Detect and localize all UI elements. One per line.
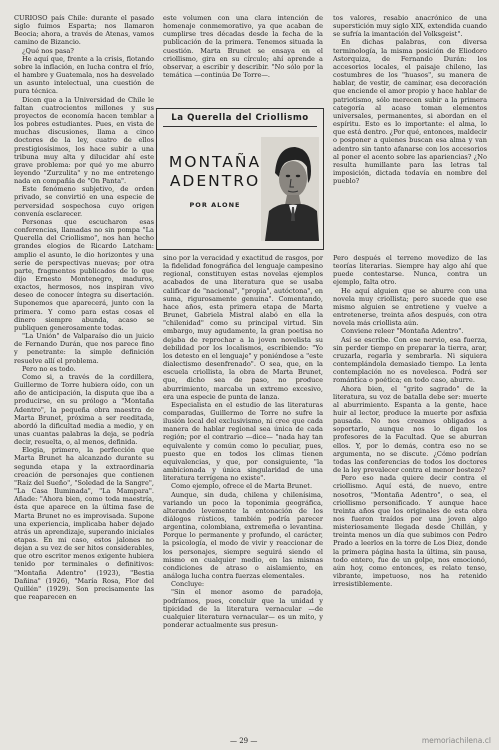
- byline: POR ALONE: [189, 201, 241, 209]
- paragraph: CURIOSO país Chile: durante el pasado siglo fuimos Esparta; nos llamaron Beocia; ahora, a través de Atenas, vamos camino de Bizancio.: [14, 14, 154, 47]
- paragraph: "Sin el menor asomo de paradoja, podríamos, pues, concluir que la unidad y tipicidad de la literatura vernacular —de cualquier literatura vernacular— es un mito, y ponderar actualmente sus presun-: [163, 588, 323, 630]
- text-column-3: [333, 254, 487, 588]
- paragraph: Como ejemplo, ofrece el de Marta Brunet.: [171, 482, 313, 491]
- paragraph: Pero eso nada quiere decir contra el criollismo. Aquí está, de nuevo, entre nosotros, "Montaña Adentro", o sea, el criollismo personificado. Y aunque hace treinta años que los originales de esta obra nos fueron traídos por una joven algo misteriosamente llegada desde Chillán, y treinta menos un día que subimos con Pedro Prado a leerlos en la torre de Los Diez, donde la primera página hasta la última, sin pausa, todo entero, fue de un golpe, nos emocionó, aún hoy, como entonces, es relato tenso, vibrante, impetuoso, nos ha retenido irresistiblemente.: [333, 474, 487, 589]
- paragraph: "La Unión" de Valparaíso dio un juicio de Fernando Durán, que nos parece fino y penetrante: la simple definición resuelve allí el problema.: [14, 332, 154, 365]
- paragraph: He aquí alguien que se aburre con una novela muy criollista; pero sucede que ese mismo alguien se entretiene y vuelve a entretenerse, treinta años después, con otra novela más criollista aún.: [333, 286, 487, 328]
- paragraph: Concluye:: [171, 580, 205, 589]
- page-number: — 29 —: [230, 737, 258, 745]
- paragraph: Aunque, sin duda, chilena y chilenísima, variando un poco la toponimia geográfica, alterando levemente la entonación de los diálogos rústicos, también podría parecer argentina, colombiana, extremeña o levantina. Porque lo permanente y profundo, el carácter, la psicología, el modo de vivir y reaccionar de los personajes, siempre seguirá siendo el mismo en cualquier medio, en las mismas condiciones de atraso o aislamiento, en análoga lucha contra fuerzas elementales.: [163, 490, 323, 581]
- section-title: La Querella del Criollismo: [163, 113, 317, 127]
- paragraph: este volumen con una clara intención de homenaje conmemorativo, ya que acaban de cumplirse tres décadas desde la fecha de la publicación de la primera. Tenemos situada la cuestión. Marta Brunet se ensaya en el criollismo, gira en su círculo; ahí aprende a observar, a escribir y describir. "No sólo por la temática —continúa De Torre—.: [163, 14, 323, 80]
- article-title-line-2: ADENTRO: [169, 172, 261, 190]
- paragraph: En dichas palabras, con diversa terminología, la misma posición de Eliodoro Astorquiza, de Fernando Durán: los accesorios locales, el paisaje chileno, las costumbres de los "huasos", su manera de hablar, de vestir, de caminar, esa decoración que enciende el amor propio y hace hablar de patriotismo, sólo merecen subir a la primera categoría al acaso toman elementos universales, permanentes, si abordan en el espíritu. Esto es lo importante: el alma, lo que está dentro. ¿Por qué, entonces, maldecir o posponer a quienes buscan esa alma y van adentro sin tanto afanarse con los accesorios al poner el acento sobre las apariencias? ¿No resulta humillante para las letras tal imposición, dictada todavía en nombre del pueblo?: [333, 38, 487, 186]
- paragraph: He aquí que, frente a la crisis, flotando sobre la inflación, en lucha contra el frío, el hambre y Guatemala, nos ha desvelado un asunto intelectual, una cuestión de pura técnica.: [14, 54, 154, 96]
- paragraph: Elogia, primero, la perfección que Marta Brunet ha alcanzado durante su segunda etapa y la extraordinaria creación de personajes que contienen "Raíz del Sueño", "Soledad de la Sangre", "La Casa Iluminada", "La Mampara". Añade: "Ahora bien, como toda maestría, ésta que aparece en la última fase de Marta Brunet no es improvisada. Supone una experiencia, implicaba haber dejado atrás un aprendizaje, superando iniciales etapas. En mi caso, estos jalones no dejan a su vez de ser hitos considerables, que otro escritor menos exigente hubiera tenido por terminales o definitivos: "Montaña Adentro" (1923), "Bestia Dañina" (1926), "María Rosa, Flor del Quillén" (1929). Son precisamente las que reaparecen en: [14, 446, 154, 602]
- paragraph: Dicen que a la Universidad de Chile le faltan cuatrocientos millones y sus proyectos de economía hacen temblar a los pobres estudiantes. Pues, en vista de muchas discusiones, llama a cinco doctores de la ley, cuatro de ellos prestigiosísimos, los hace subir a una tribuna muy alta y dilucidar ahí este grave problema: por qué yo me aburro leyendo "Zurzulita" y no me entretengo nada en compañía de "On Panta".: [14, 95, 154, 186]
- article-title: [165, 153, 265, 191]
- text-column-1: [14, 14, 154, 601]
- paragraph: ¿Qué nos pasa?: [22, 46, 74, 55]
- text-column-3-top: [333, 14, 487, 185]
- paragraph: Conviene releer "Montaña Adentro".: [341, 327, 464, 336]
- paragraph: Así se escribe. Con ese nervio, esa fuerza, sin perder tiempo en preparar la tierra, arar, cruzarla, regarla y sembrarla. Ni siquiera contemplándola demasiado tiempo. La lenta contemplación no es novelesca. Podrá ser romántica o poética; en todo caso, aburre.: [333, 335, 487, 385]
- paragraph: Ahora bien, el "grito sagrado" de la literatura, su voz de batalla debe ser: muerte al aburrimiento. Espanta a la gente, hace huir al lector, produce la muerte por asfixia pausada. No nos creamos obligados a soportarlo, aunque nos lo digan los profesores de la Facultad. Que se aburran ellos. Y, por lo demás, contra eso no se argumenta, no se discute. ¿Cómo podrían todas las conferencias de todos los doctores de la ley prevalecer contra el menor bostezo?: [333, 384, 487, 475]
- paragraph: Este fenómeno subjetivo, de orden privado, se convirtió en una especie de perversidad sospechosa cuyo origen convenía esclarecer.: [14, 185, 154, 218]
- paragraph: Pero después el terreno movedizo de las teorías literarias. Siempre hay algo ahí que puede contestarse. Nunca, contra un ejemplo, falta otro.: [333, 254, 487, 287]
- text-column-2-top: [163, 14, 323, 79]
- text-column-2: [163, 254, 323, 629]
- article-title-box: [156, 108, 324, 250]
- article-title-line-1: MONTAÑA: [168, 153, 262, 171]
- author-portrait: [261, 137, 319, 241]
- paragraph: Pero no es todo.: [22, 364, 76, 373]
- watermark: memoriachilena.cl: [421, 736, 491, 745]
- paragraph: Como si, a través de la cordillera, Guillermo de Torre hubiera oído, con un año de anticipación, la disputa que iba a producirse, en su prólogo a "Montaña Adentro", la pequeña obra maestra de Marta Brunet, próxima a ser reeditada, abordó la dificultad media a medio, y en unas cuantas palabras la deja, se podría decir, resuelta, o, al menos, definida.: [14, 372, 154, 447]
- paragraph: tos valores, resabio anacrónico de una superstición muy siglo XIX, extendida cuando se sufría la imantación del Volksgeist".: [333, 14, 487, 39]
- paragraph: sino por la veracidad y exactitud de rasgos, por la fidelidad fonográfica del lenguaje campesino regional, constituyen estas novelas ejemplos acabados de una literatura que se usaba calificar de "nacional", "propia", autóctona", en suma, rigurosamente genuina". Comentando, hace años, esta primera etapa de Marta Brunet, Gabriela Mistral alabó en ella la "chilenidad" como su principal virtud. Sin embargo, muy agudamente, la gran poetisa no dejaba de reprochar a la joven novelista su debilidad por los localismos, escribiendo: "Yo los detesto en el lenguaje" y poniéndose a "este dialectismo desenfrenado". O sea, que, en la escuela criollista, la obra de Marta Brunet, que, dicho sea de paso, no produce aburrimiento, marcaba un extremo excesivo, era una especie de punta de lanza.: [163, 254, 323, 401]
- paragraph: Especialista en el estudio de las literaturas comparadas, Guillermo de Torre no sufre la ilusión local del exclusivismo, ni cree que cada manera de hablar regional sea única de cada región; por el contrario —dice— "nada hay tan equivalente y común como lo peculiar, pues, puesto que en todos los climas tienen equivalencias, y que, por consiguiente, "la ambicionada y única singularidad de una literatura terrígena no existe".: [163, 400, 323, 483]
- paragraph: Personas que escucharon esas conferencias, llamadas no sin pompa "La Querella del Criollismo", nos han hecho grandes elogios de Ricardo Latcham: amplio el asunto, le dio horizontes y una serie de perspectivas nuevas; por otra parte, fragmentos publicados de lo que dijo Ernesto Montenegro, maduros, exactos, hermosos, nos inspiran vivo deseo de conocer íntegra su disertación. Suponemos que aparecerá, junto con la primera. Y como para estas cosas el dinero siempre abunda, acaso se publiquen generosamente todas.: [14, 217, 154, 332]
